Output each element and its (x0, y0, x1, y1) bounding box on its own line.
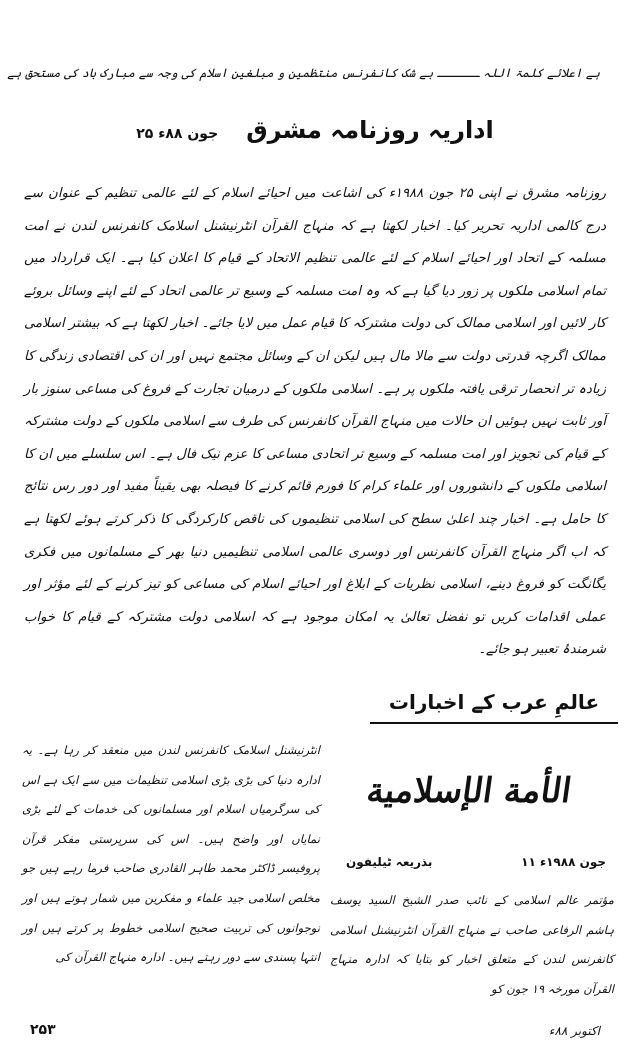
left-column (22, 736, 320, 973)
newspaper-masthead (328, 740, 610, 842)
page-number: ۲۵۳ (30, 1022, 56, 1038)
left-column-paragraph: انٹرنیشنل اسلامک کانفرنس لندن میں منعقد کر رہا ہے۔ یہ ادارہ دنیا کی بڑی بڑی اسلامی تنظیمات میں سے ایک ہے اس کی سرگرمیاں اسلام اور مسلمانوں کی خدمات کے لئے بڑی نمایاں اور واضح ہیں۔ اس کی سرپرستی مفکر قرآن پروفیسر ڈاکٹر محمد طاہر القادری صاحب فرما رہے ہیں جو مخلص اسلامی جید علماء و مفکرین میں شمار ہوتے ہیں اور نوجوانوں کی تربیت صحیح اسلامی خطوط پر کرتے ہیں اور انتہا پسندی سے دور رہتے ہیں۔ ادارہ منہاج القرآن کی (22, 743, 320, 965)
dateline (346, 850, 606, 874)
dateline-via: بذریعہ ٹیلیفون (346, 855, 433, 869)
editorial-body (24, 178, 606, 667)
editorial-date: ۲۵ جون ۸۸ء (136, 126, 219, 142)
editorial-title: اداریہ روزنامہ مشرق (246, 116, 494, 144)
masthead-logo-text: الأمة الإسلامية (364, 771, 574, 811)
editorial-paragraph: روزنامہ مشرق نے اپنی ۲۵ جون ۱۹۸۸ء کی اشاعت میں احیائے اسلام کے لئے عالمی تنظیم کے عنوان سے درج کالمی اداریہ تحریر کیا۔ اخبار لکھتا ہے کہ منہاج القرآن انٹرنیشنل اسلامک کانفرنس لندن نے امت مسلمہ کے اتحاد اور احیائے اسلام کے لئے عالمی تنظیم الاتحاد کے قیام کا اعلان کیا ہے۔ ایک قرارداد میں تمام اسلامی ملکوں پر زور دیا گیا ہے کہ وہ امت مسلمہ کے وسیع تر عالمی اتحاد کے لئے اپنے وسائل بروئے کار لائیں اور اسلامی ممالک کی دولت مشترکہ کا قیام عمل میں لایا جائے۔ اخبار لکھتا ہے کہ بیشتر اسلامی ممالک اگرچہ قدرتی دولت سے مالا مال ہیں لیکن ان کے وسائل مجتمع نہیں اور ان کی اقتصادی زندگی کا زیادہ تر انحصار ترقی یافتہ ملکوں پر ہے۔ اسلامی ملکوں کے درمیان تجارت کے فروغ کی مساعی سنوز بار آور ثابت نہیں ہوئیں ان حالات میں منہاج القرآن کانفرنس کی طرف سے اسلامی ملکوں کے دولت مشترکہ کے قیام کی تجویز اور امت مسلمہ کے وسیع تر اتحادی مساعی کا عزم نیک فال ہے۔ اس سلسلے میں ان کا اسلامی ملکوں کے دانشوروں اور علماء کرام کا فورم قائم کرنے کا فیصلہ بھی یقیناً مفید اور دور رس نتائج کا حامل ہے۔ اخبار چند اعلیٰ سطح کی اسلامی تنظیموں کی ناقص کارکردگی کا ذکر کرتے ہوئے لکھتا ہے کہ اب اگر منہاج القرآن کانفرنس اور دوسری عالمی اسلامی تنظیمیں دنیا بھر کے مسلمانوں میں فکری یگانگت کو فروغ دینے، اسلامی نظریات کے ابلاغ اور احیائے اسلام کی مساعی کو تیز کرنے کے لئے مؤثر اور عملی اقدامات کریں تو نفضل تعالیٰ یہ امکان موجود ہے کہ اسلامی دولت مشترکہ کے قیام کا خواب شرمندۂ تعبیر ہو جائے۔ (24, 186, 606, 658)
section-header: عالمِ عرب کے اخبارات (370, 682, 618, 724)
top-line: ہے اعلائے کلمۃ اللہ ــــــ بے شک کانفرنس منتظمین و مبلغین اسلام کی وجہ سے مبارک باد کی مستحق ہے (7, 66, 600, 80)
dateline-date: ۱۱ جون ۱۹۸۸ء (521, 855, 606, 869)
footer-date: اکتوبر ۸۸ء (548, 1024, 600, 1038)
right-column-paragraph: مؤتمر عالم اسلامی کے نائب صدر الشیخ السید یوسف ہاشم الرفاعی صاحب نے منہاج القرآن انٹرنیشنل اسلامی کانفرنس لندن کے متعلق اخبار کو بتایا کہ ادارہ منہاج القرآن مورخہ ۱۹ جون کو (330, 893, 614, 996)
editorial-heading (30, 116, 600, 156)
right-column (330, 886, 614, 1004)
